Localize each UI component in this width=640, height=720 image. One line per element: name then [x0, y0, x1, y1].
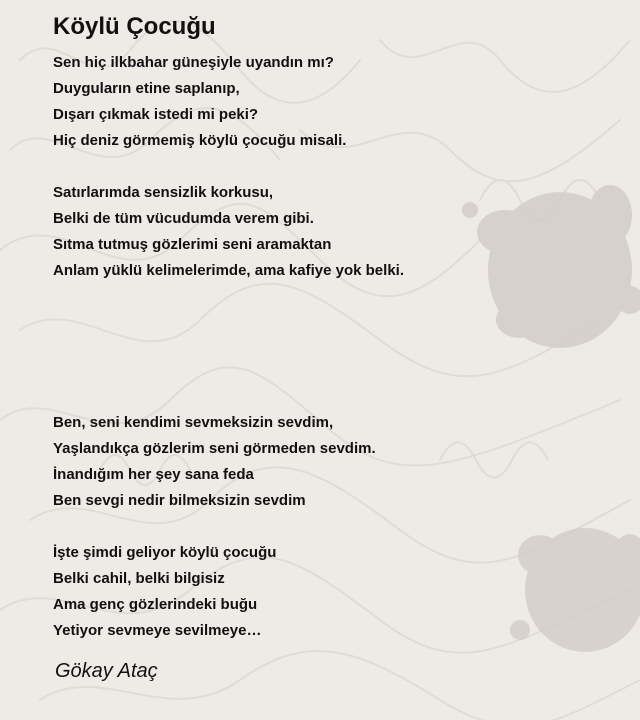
poem-line: Anlam yüklü kelimelerimde, ama kafiye yok belki. [53, 262, 404, 279]
poem-line: Satırlarımda sensizlik korkusu, [53, 184, 274, 201]
poem-line: İnandığım her şey sana feda [53, 466, 254, 483]
poem-line: Yaşlandıkça gözlerim seni görmeden sevdim. [53, 440, 376, 457]
poem-line: Belki cahil, belki bilgisiz [53, 570, 225, 587]
poem-line: Ben sevgi nedir bilmeksizin sevdim [53, 492, 306, 509]
poem-line: Sen hiç ilkbahar güneşiyle uyandın mı? [53, 54, 334, 71]
poem-line: Ben, seni kendimi sevmeksizin sevdim, [53, 414, 334, 431]
poem-line: Dışarı çıkmak istedi mi peki? [53, 106, 259, 123]
poem-author: Gökay Ataç [55, 660, 158, 682]
poem-line: İşte şimdi geliyor köylü çocuğu [53, 544, 277, 561]
stanza-3 [53, 410, 376, 514]
poem-title: Köylü Çocuğu [53, 13, 216, 40]
poem-line: Ama genç gözlerindeki buğu [53, 596, 258, 613]
poem-line: Yetiyor sevmeye sevilmeye… [53, 622, 262, 639]
poem-line: Sıtma tutmuş gözlerimi seni aramaktan [53, 236, 332, 253]
stanza-1 [53, 50, 346, 154]
stanza-4 [53, 540, 276, 644]
poem-line: Duyguların etine saplanıp, [53, 80, 240, 97]
poem-line: Hiç deniz görmemiş köylü çocuğu misali. [53, 132, 347, 149]
poem-line: Belki de tüm vücudumda verem gibi. [53, 210, 314, 227]
stanza-2 [53, 180, 404, 284]
